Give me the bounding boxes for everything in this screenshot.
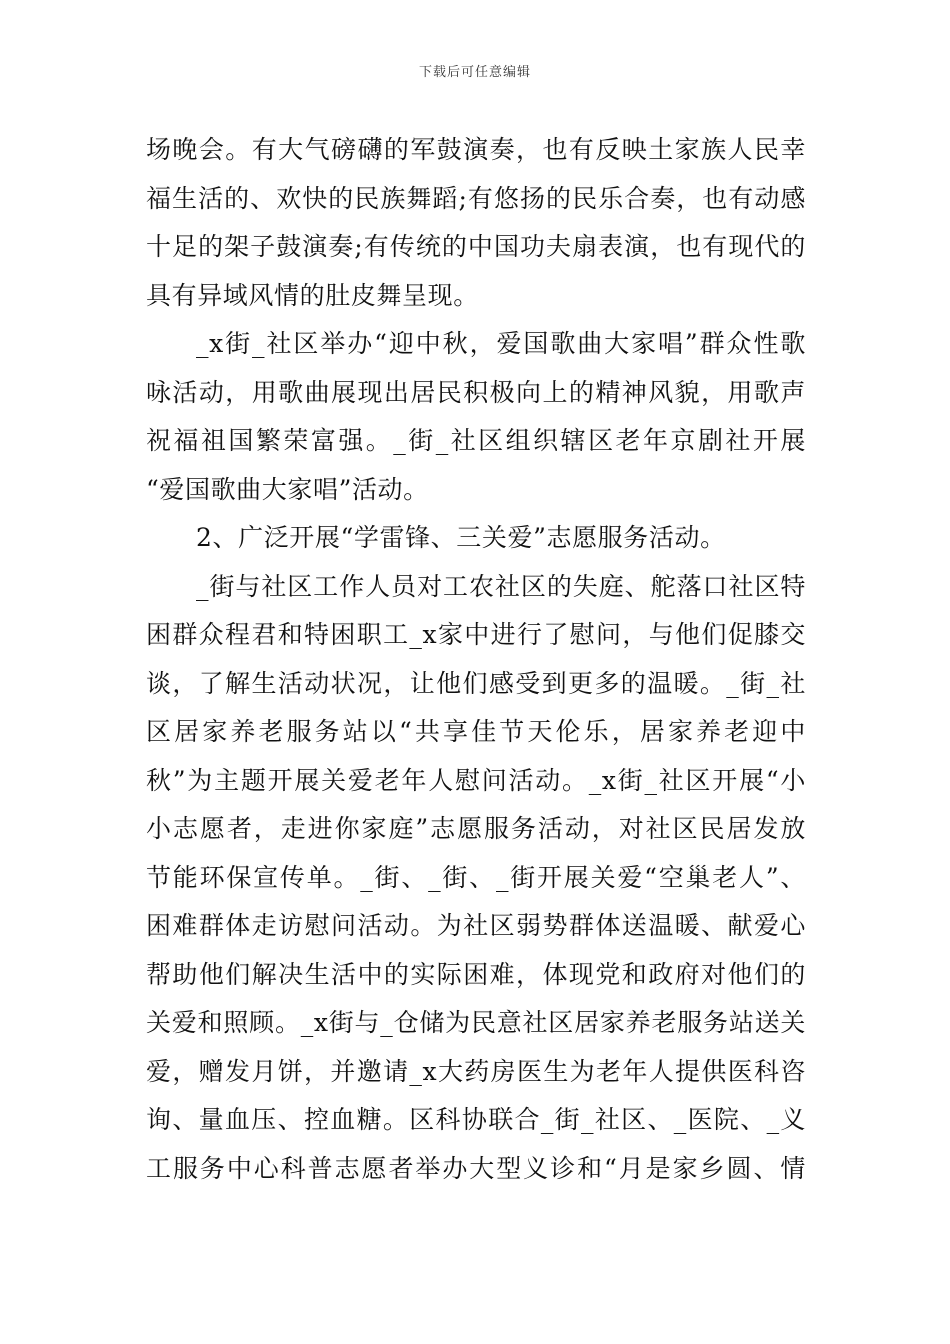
text-line: _x街_社区举办“迎中秋，爱国歌曲大家唱”群众性歌 [196, 329, 806, 358]
text-line: 祝福祖国繁荣富强。_街_社区组织辖区老年京剧社开展 [146, 426, 806, 455]
text-line: 帮助他们解决生活中的实际困难，体现党和政府对他们的 [146, 959, 806, 989]
text-line: 询、量血压、控血糖。区科协联合_街_社区、_医院、_义 [146, 1105, 806, 1134]
text-line: 区居家养老服务站以“共享佳节天伦乐，居家养老迎中 [146, 717, 806, 746]
text-line: 咏活动，用歌曲展现出居民积极向上的精神风貌，用歌声 [146, 377, 806, 407]
text-line: “爱国歌曲大家唱”活动。 [146, 474, 429, 504]
text-line: 2、广泛开展“学雷锋、三关爱”志愿服务活动。 [196, 523, 726, 552]
text-line: 小志愿者，走进你家庭”志愿服务活动，对社区民居发放 [146, 814, 806, 843]
text-line: 谈，了解生活动状况，让他们感受到更多的温暖。_街_社 [146, 668, 806, 698]
text-line: 困难群体走访慰问活动。为社区弱势群体送温暖、献爱心 [146, 911, 806, 940]
text-line: 关爱和照顾。_x街与_仓储为民意社区居家养老服务站送关 [146, 1008, 806, 1037]
text-line: _街与社区工作人员对工农社区的失庭、舵落口社区特 [196, 571, 806, 601]
text-line: 困群众程君和特困职工_x家中进行了慰问，与他们促膝交 [146, 620, 806, 649]
text-line: 爱，赠发月饼，并邀请_x大药房医生为老年人提供医科咨 [146, 1056, 806, 1086]
text-line: 秋”为主题开展关爱老年人慰问活动。_x街_社区开展“小 [146, 765, 806, 795]
text-line: 十足的架子鼓演奏;有传统的中国功夫扇表演，也有现代的 [146, 232, 806, 261]
document-body [146, 126, 806, 1193]
header-note: 下载后可任意编辑 [418, 65, 531, 80]
text-line: 节能环保宣传单。_街、_街、_街开展关爱“空巢老人”、 [146, 862, 806, 892]
text-line: 具有异域风情的肚皮舞呈现。 [146, 280, 479, 310]
text-line: 工服务中心科普志愿者举办大型义诊和“月是家乡圆、情 [146, 1153, 806, 1183]
text-line: 场晚会。有大气磅礴的军鼓演奏，也有反映土家族人民幸 [146, 135, 806, 164]
text-line: 福生活的、欢快的民族舞蹈;有悠扬的民乐合奏，也有动感 [146, 183, 806, 213]
